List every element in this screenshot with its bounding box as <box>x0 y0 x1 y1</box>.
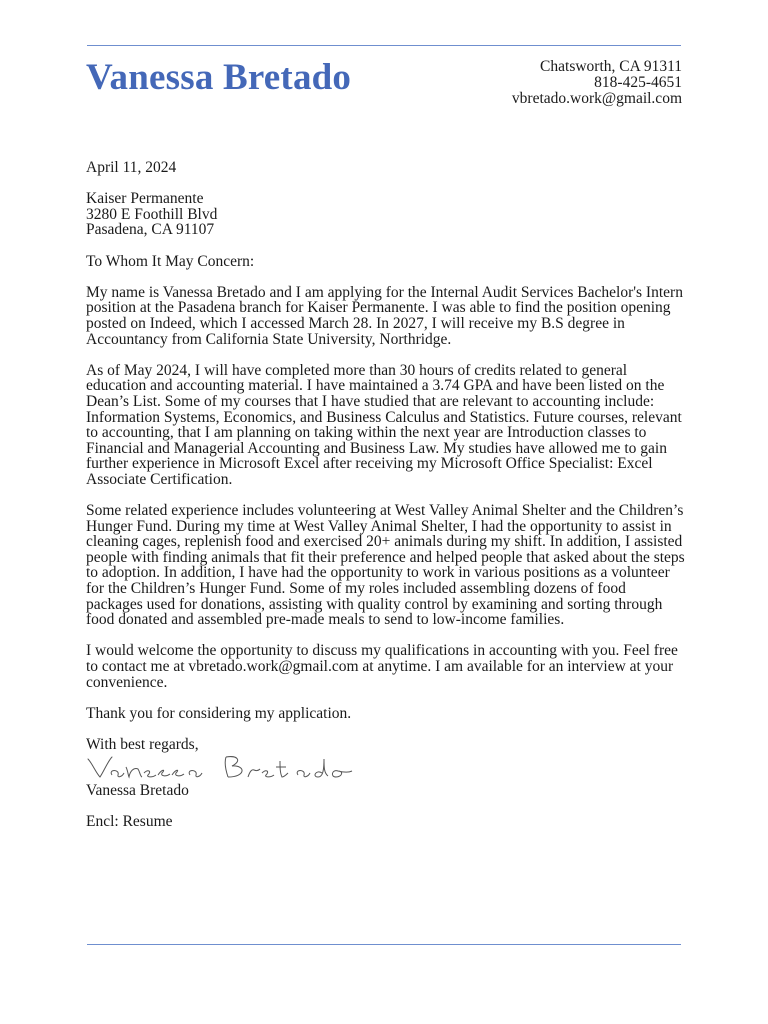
handwritten-signature <box>86 753 686 783</box>
signed-name: Vanessa Bretado <box>86 781 189 799</box>
paragraph-experience: Some related experience includes volunteering at West Valley Animal Shelter and the Children’s Hunger Fund. During my time at West Valley Animal Shelter, I had the opportunity to assist in cleaning cages, replenish food and exercised 20+ animals during my shift. In addition, I assisted people with finding animals that fit their preference and helped people that asked about the steps to adoption. In addition, I have had the opportunity to work in various positions as a volunteer for the Children’s Hunger Fund. Some of my roles included assembling dozens of food packages used for donations, assisting with quality control by examining and sorting through food donated and assembled pre-made meals to send to low-income families. <box>86 502 685 629</box>
recipient-city-line: Pasadena, CA 91107 <box>86 221 215 239</box>
recipient-address <box>86 191 686 238</box>
footer-rule <box>87 944 681 945</box>
closing: With best regards, <box>86 735 199 753</box>
letter-date: April 11, 2024 <box>86 159 177 176</box>
paragraph-education: As of May 2024, I will have completed more than 30 hours of credits related to general education and accounting material. I have maintained a 3.74 GPA and have been listed on the Dean’s List. Some of my courses that I have studied that are relevant to accounting include: Information Systems, Economics, and Business Calculus and Statistics. Future courses, relevant to accounting, that I am planning on taking within the next year are Introduction classes to Financial and Managerial Accounting and Business Law. My studies have allowed me to gain further experience in Microsoft Excel after receiving my Microsoft Office Specialist: Excel Associate Certification. <box>86 361 682 488</box>
sender-phone: 818-425-4651 <box>594 74 682 91</box>
enclosure-note: Encl: Resume <box>86 812 173 830</box>
paragraph-contact: I would welcome the opportunity to discuss my qualifications in accounting with you. Feel free to contact me at vbretado.work@gmail.com at anytime. I am available for an interview at your convenience. <box>86 642 678 691</box>
recipient-street: 3280 E Foothill Blvd <box>86 205 218 223</box>
paragraph-thanks: Thank you for considering my application. <box>86 704 352 722</box>
letter-body <box>86 160 686 829</box>
sender-contact <box>512 59 682 107</box>
sender-email: vbretado.work@gmail.com <box>511 90 682 107</box>
recipient-organization: Kaiser Permanente <box>86 190 204 208</box>
sender-city-line: Chatsworth, CA 91311 <box>540 58 682 75</box>
header-rule <box>87 45 681 46</box>
sender-name: Vanessa Bretado <box>86 57 352 98</box>
signature-graphic <box>86 753 366 783</box>
salutation: To Whom It May Concern: <box>86 252 255 270</box>
paragraph-intro: My name is Vanessa Bretado and I am applying for the Internal Audit Services Bachelor's Intern position at the Pasadena branch for Kaiser Permanente. I was able to find the position opening posted on Indeed, which I accessed March 28. In 2027, I will receive my B.S degree in Accountancy from California State University, Northridge. <box>86 283 683 348</box>
